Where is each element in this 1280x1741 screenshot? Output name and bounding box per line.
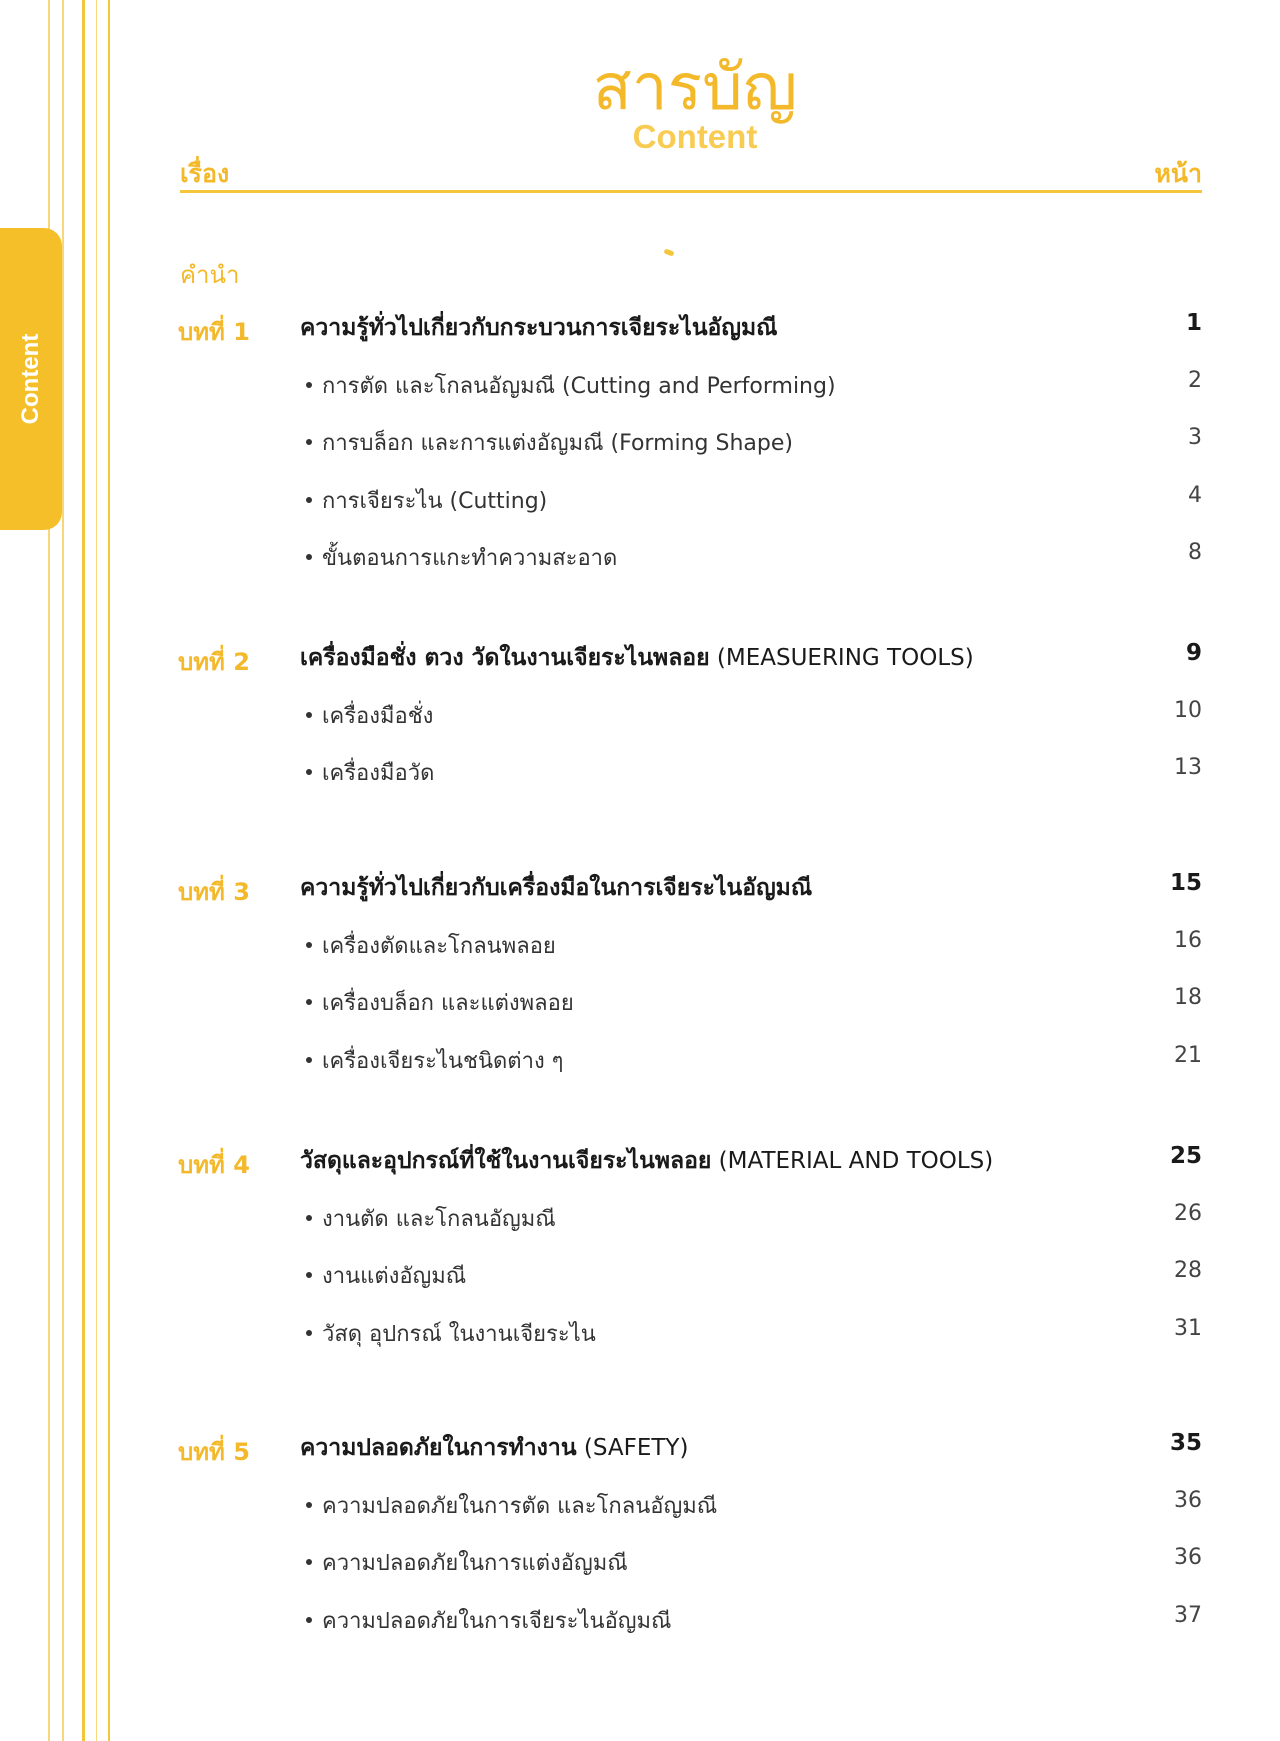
decor-line xyxy=(62,0,64,1741)
chapter-page-number: 35 xyxy=(1169,1430,1202,1456)
toc-item-text xyxy=(300,755,434,790)
toc-item-text xyxy=(300,1316,596,1351)
bullet-icon xyxy=(306,497,312,503)
toc-item-label: เครื่องบล็อก และแต่งพลอย xyxy=(322,991,574,1016)
chapter-title-thai: ความปลอดภัยในการทำงาน xyxy=(300,1435,577,1461)
toc-item-text xyxy=(300,1201,556,1236)
toc-item-row[interactable] xyxy=(300,1043,1202,1083)
toc-item-text xyxy=(300,1258,466,1293)
bullet-icon xyxy=(306,1215,312,1221)
chapter-title xyxy=(300,1430,688,1466)
toc-item-page-number: 8 xyxy=(1188,540,1202,565)
toc-item-text xyxy=(300,1545,628,1580)
decor-line xyxy=(108,0,110,1741)
chapter-label: บทที่ 3 xyxy=(178,878,250,906)
toc-item-label: งานแต่งอัญมณี xyxy=(322,1264,467,1289)
bullet-icon xyxy=(306,1502,312,1508)
decor-mark xyxy=(663,248,674,256)
chapter-title-thai: เครื่องมือชั่ง ตวง วัดในงานเจียระไนพลอย xyxy=(300,645,710,671)
toc-item-row[interactable] xyxy=(300,1488,1202,1528)
toc-item-text xyxy=(300,1603,671,1638)
chapter-title xyxy=(300,870,812,906)
column-header-topic: เรื่อง xyxy=(180,159,230,188)
toc-item-label: การบล็อก และการแต่งอัญมณี (Forming Shape) xyxy=(322,431,793,456)
chapter-page-number: 25 xyxy=(1169,1143,1202,1169)
toc-item-label: เครื่องเจียระไนชนิดต่าง ๆ xyxy=(322,1048,564,1074)
chapter-label: บทที่ 2 xyxy=(178,648,250,676)
chapter-title-english: (MATERIAL AND TOOLS) xyxy=(711,1148,994,1174)
chapter-label: บทที่ 4 xyxy=(178,1151,250,1179)
toc-item-row[interactable] xyxy=(300,368,1202,408)
toc-item-label: เครื่องตัดและโกลนพลอย xyxy=(322,933,556,959)
chapter-title xyxy=(300,310,777,346)
toc-item-row[interactable] xyxy=(300,985,1202,1025)
toc-item-row[interactable] xyxy=(300,1545,1202,1585)
toc-chapter-row[interactable] xyxy=(300,310,1202,350)
toc-item-label: ความปลอดภัยในการเจียระไนอัญมณี xyxy=(322,1608,672,1634)
chapter-page-number: 1 xyxy=(1185,310,1202,336)
bullet-icon xyxy=(306,999,312,1005)
toc-item-text xyxy=(300,368,836,403)
toc-item-label: ความปลอดภัยในการแต่งอัญมณี xyxy=(322,1551,628,1576)
decor-line xyxy=(82,0,85,1741)
chapter-title xyxy=(300,1143,993,1179)
bullet-icon xyxy=(306,1559,312,1565)
chapter-label: บทที่ 5 xyxy=(178,1438,250,1466)
toc-chapter-row[interactable] xyxy=(300,1143,1202,1183)
toc-item-row[interactable] xyxy=(300,755,1202,795)
side-tab-label: Content xyxy=(17,333,44,425)
chapter-title-thai: วัสดุและอุปกรณ์ที่ใช้ในงานเจียระไนพลอย xyxy=(300,1148,712,1174)
toc-item-page-number: 13 xyxy=(1174,755,1202,780)
chapter-label: บทที่ 1 xyxy=(178,318,250,346)
toc-item-page-number: 10 xyxy=(1174,697,1202,723)
toc-item-row[interactable] xyxy=(300,928,1202,968)
bullet-icon xyxy=(306,1330,312,1336)
toc-item-label: วัสดุ อุปกรณ์ ในงานเจียระไน xyxy=(322,1321,596,1347)
chapter-title-thai: ความรู้ทั่วไปเกี่ยวกับเครื่องมือในการเจียระไนอัญมณี xyxy=(300,875,813,901)
bullet-icon xyxy=(306,1272,312,1278)
toc-item-page-number: 31 xyxy=(1174,1315,1202,1341)
toc-item-page-number: 37 xyxy=(1174,1602,1202,1628)
toc-item-row[interactable] xyxy=(300,425,1202,465)
toc-chapter-row[interactable] xyxy=(300,1430,1202,1470)
toc-item-text xyxy=(300,540,617,575)
bullet-icon xyxy=(306,942,312,948)
bullet-icon xyxy=(306,382,312,388)
toc-item-label: การเจียระไน (Cutting) xyxy=(322,488,548,514)
page-title-english: Content xyxy=(632,118,758,155)
toc-item-row[interactable] xyxy=(300,1258,1202,1298)
bullet-icon xyxy=(306,712,312,718)
toc-item-page-number: 21 xyxy=(1174,1042,1202,1068)
chapter-title xyxy=(300,640,974,676)
chapter-title-english: (MEASUERING TOOLS) xyxy=(709,645,974,671)
chapter-title-english: (SAFETY) xyxy=(576,1435,689,1461)
header-divider xyxy=(180,190,1202,193)
bullet-icon xyxy=(306,439,312,445)
toc-item-text xyxy=(300,698,433,733)
toc-item-text xyxy=(300,928,556,963)
bullet-icon xyxy=(306,1617,312,1623)
toc-item-text xyxy=(300,1488,717,1523)
toc-item-text xyxy=(300,985,574,1020)
bullet-icon xyxy=(306,554,312,560)
toc-item-row[interactable] xyxy=(300,1201,1202,1241)
bullet-icon xyxy=(306,1057,312,1063)
chapter-title-thai: ความรู้ทั่วไปเกี่ยวกับกระบวนการเจียระไนอัญมณี xyxy=(300,315,778,341)
toc-preface[interactable]: คำนำ xyxy=(180,261,240,289)
toc-item-page-number: 36 xyxy=(1174,1545,1202,1570)
toc-item-row[interactable] xyxy=(300,483,1202,523)
column-header-page: หน้า xyxy=(1154,159,1202,188)
toc-chapter-row[interactable] xyxy=(300,640,1202,680)
toc-item-label: งานตัด และโกลนอัญมณี xyxy=(322,1206,556,1232)
toc-item-label: ความปลอดภัยในการตัด และโกลนอัญมณี xyxy=(322,1493,718,1519)
toc-item-text xyxy=(300,425,793,460)
decor-line xyxy=(96,0,97,1741)
toc-item-row[interactable] xyxy=(300,1316,1202,1356)
toc-item-label: ขั้นตอนการแกะทำความสะอาด xyxy=(322,546,618,571)
chapter-page-number: 9 xyxy=(1185,640,1202,666)
toc-item-page-number: 18 xyxy=(1174,985,1202,1010)
toc-item-row[interactable] xyxy=(300,698,1202,738)
toc-item-page-number: 3 xyxy=(1188,425,1202,450)
toc-item-page-number: 2 xyxy=(1188,367,1202,393)
toc-item-page-number: 4 xyxy=(1188,482,1202,508)
toc-item-page-number: 36 xyxy=(1174,1487,1202,1513)
toc-item-row[interactable] xyxy=(300,540,1202,580)
bullet-icon xyxy=(306,769,312,775)
toc-item-label: การตัด และโกลนอัญมณี (Cutting and Performing) xyxy=(322,373,836,399)
toc-item-text xyxy=(300,1043,564,1078)
toc-item-page-number: 26 xyxy=(1174,1200,1202,1226)
toc-chapter-row[interactable] xyxy=(300,870,1202,910)
toc-item-row[interactable] xyxy=(300,1603,1202,1643)
toc-item-label: เครื่องมือวัด xyxy=(322,761,435,786)
page-title-thai: สารบัญ xyxy=(592,51,798,125)
chapter-page-number: 15 xyxy=(1169,870,1202,896)
toc-item-page-number: 28 xyxy=(1174,1258,1202,1283)
toc-item-label: เครื่องมือชั่ง xyxy=(322,703,434,729)
toc-item-page-number: 16 xyxy=(1174,927,1202,953)
toc-item-text xyxy=(300,483,547,518)
